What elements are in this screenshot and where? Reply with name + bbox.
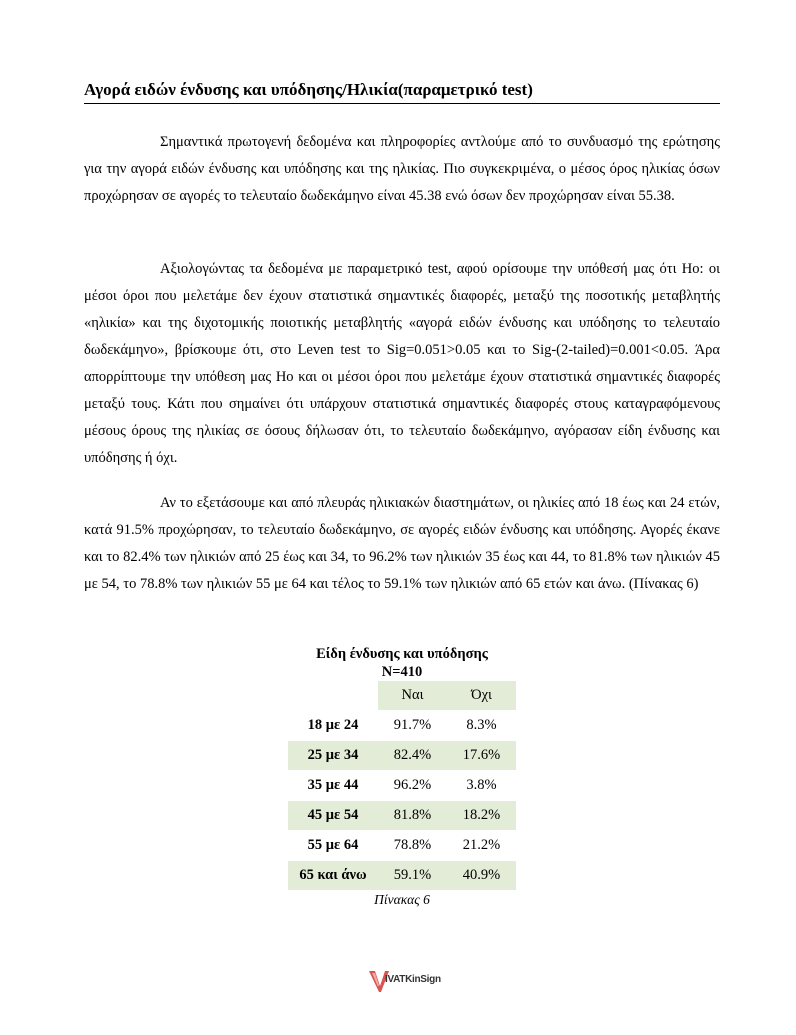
table-title <box>288 645 516 681</box>
company-logo <box>368 968 448 994</box>
table-row <box>288 801 516 831</box>
table-row <box>288 861 516 891</box>
table-6 <box>288 645 516 908</box>
row-label: 25 με 34 <box>288 741 378 771</box>
logo-text: IVATKinSign <box>385 974 441 985</box>
age-purchase-table <box>288 681 516 890</box>
cell-yes: 59.1% <box>378 861 447 891</box>
table-title-line-1: Είδη ένδυσης και υπόδησης <box>316 646 488 662</box>
table-caption: Πίνακας 6 <box>374 892 430 907</box>
table-header-row <box>288 681 516 711</box>
cell-no: 21.2% <box>447 831 516 861</box>
cell-yes: 82.4% <box>378 741 447 771</box>
row-label: 18 με 24 <box>288 711 378 741</box>
paragraph-2: Αξιολογώντας τα δεδομένα με παραμετρικό test, αφού ορίσουμε την υπόθεσή μας ότι Ho: οι μέσοι όροι που μελετάμε δεν έχουν στατιστικά σημαντικές διαφορές, μεταξύ της ποσοτικής μεταβλητής «ηλικία» και της διχοτομικής ποιοτικής μεταβλητής «αγορά ειδών ένδυσης και υπόδησης το τελευταίο δωδεκάμηνο», βρίσκουμε ότι, στο Leven test το Sig=0.051>0.05 και το Sig-(2-tailed)=0.001<0.05. Άρα απορρίπτουμε την υπόθεση μας Ho και οι μέσοι όροι που μελετάμε έχουν στατιστικά σημαντικές διαφορές μεταξύ τους. Κάτι που σημαίνει ότι υπάρχουν στατιστικά σημαντικές διαφορές στους καταγραφόμενους μέσους όρους της ηλικίας σε όσους δήλωσαν ότι, το τελευταίο δωδεκάμηνο, αγόρασαν είδη ένδυσης και υπόδησης ή όχι. <box>84 261 720 466</box>
cell-yes: 96.2% <box>378 771 447 801</box>
cell-no: 17.6% <box>447 741 516 771</box>
cell-no: 8.3% <box>447 711 516 741</box>
table-row <box>288 741 516 771</box>
header-no: Όχι <box>447 681 516 711</box>
row-label: 45 με 54 <box>288 801 378 831</box>
cell-no: 40.9% <box>447 861 516 891</box>
header-empty-cell <box>288 681 378 711</box>
cell-no: 18.2% <box>447 801 516 831</box>
cell-yes: 91.7% <box>378 711 447 741</box>
paragraph-1: Σημαντικά πρωτογενή δεδομένα και πληροφορίες αντλούμε από το συνδυασμό της ερώτησης για την αγορά ειδών ένδυσης και υπόδησης και της ηλικίας. Πιο συγκεκριμένα, ο μέσος όρος ηλικίας όσων προχώρησαν σε αγορές το τελευταίο δωδεκάμηνο είναι 45.38 ενώ όσων δεν προχώρησαν είναι 55.38. <box>84 134 720 204</box>
row-label: 35 με 44 <box>288 771 378 801</box>
header-yes: Ναι <box>378 681 447 711</box>
cell-yes: 78.8% <box>378 831 447 861</box>
table-title-line-2: N=410 <box>381 664 423 680</box>
section-heading: Αγορά ειδών ένδυσης και υπόδησης/Ηλικία(παραμετρικό test) <box>84 80 720 104</box>
cell-yes: 81.8% <box>378 801 447 831</box>
table-row <box>288 711 516 741</box>
row-label: 65 και άνω <box>288 861 378 891</box>
row-label: 55 με 64 <box>288 831 378 861</box>
paragraph-3: Αν το εξετάσουμε και από πλευράς ηλικιακών διαστημάτων, οι ηλικίες από 18 έως και 24 ετών, κατά 91.5% προχώρησαν, το τελευταίο δωδεκάμηνο, σε αγορές ειδών ένδυσης και υπόδησης. Αγορές έκανε και το 82.4% των ηλικιών από 25 έως και 34, το 96.2% των ηλικιών 35 έως και 44, το 81.8% των ηλικιών 45 με 54, το 78.8% των ηλικιών 55 με 64 και τέλος το 59.1% των ηλικιών από 65 ετών και άνω. (Πίνακας 6) <box>84 495 720 592</box>
cell-no: 3.8% <box>447 771 516 801</box>
table-row <box>288 771 516 801</box>
table-row <box>288 831 516 861</box>
